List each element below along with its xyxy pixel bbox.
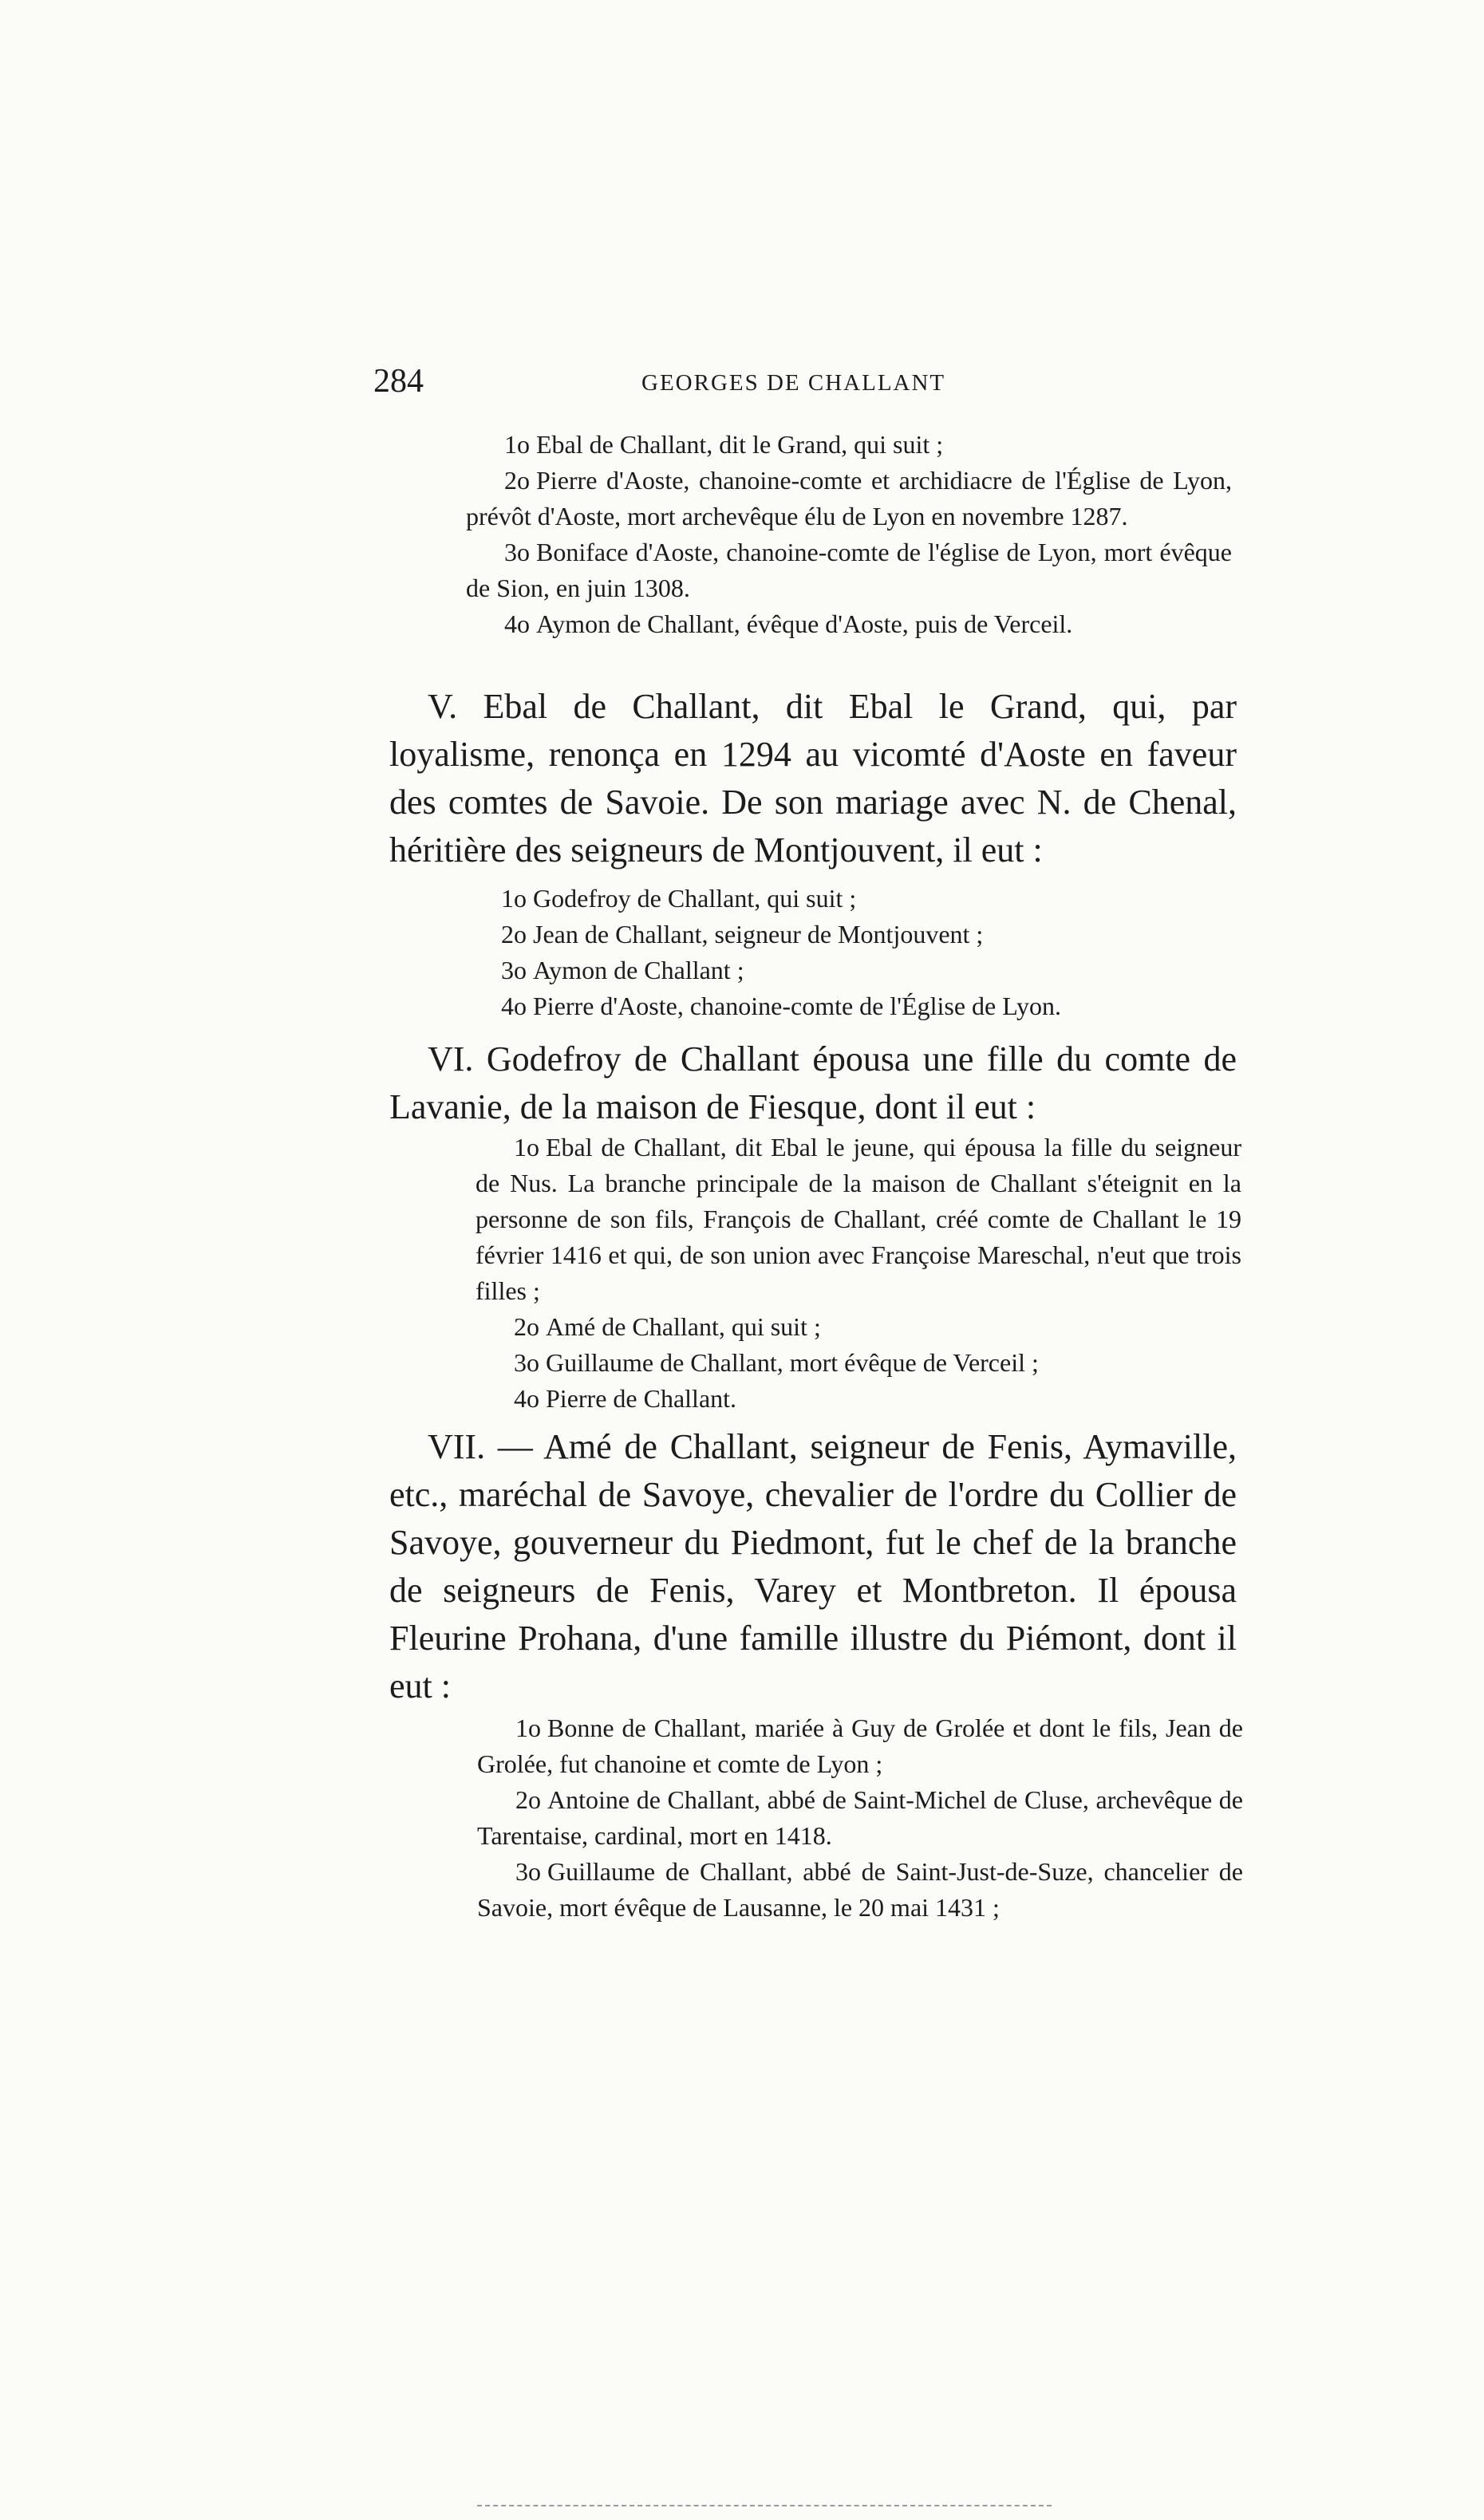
section-v: V. Ebal de Challant, dit Ebal le Grand, qui, par loyalisme, renonça en 1294 au vicomté d'Aoste en faveur des comtes de Savoie. De son mariage avec N. de Chenal, héritière des seigneurs de Montjouvent, il eut :: [389, 687, 1237, 870]
bottom-rule: [477, 2505, 1052, 2506]
list-item: 3o Guillaume de Challant, mort évêque de Verceil ;: [514, 1348, 1039, 1377]
list-b: [501, 881, 1187, 1024]
list-item: 4o Aymon de Challant, évêque d'Aoste, puis de Verceil.: [504, 609, 1073, 638]
list-c: [476, 1130, 1241, 1417]
list-item: 3o Boniface d'Aoste, chanoine-comte de l'église de Lyon, mort évêque de Sion, en juin 1308.: [466, 538, 1232, 602]
list-item: 2o Pierre d'Aoste, chanoine-comte et archidiacre de l'Église de Lyon, prévôt d'Aoste, mort archevêque élu de Lyon en novembre 1287.: [466, 466, 1232, 530]
list-item: 1o Godefroy de Challant, qui suit ;: [501, 884, 857, 913]
list-item: 2o Antoine de Challant, abbé de Saint-Michel de Cluse, archevêque de Tarentaise, cardinal, mort en 1418.: [477, 1785, 1243, 1850]
page-header: [373, 356, 1235, 408]
list-item: 3o Aymon de Challant ;: [501, 956, 744, 984]
list-item: 4o Pierre de Challant.: [514, 1384, 737, 1413]
section-vii: VII. — Amé de Challant, seigneur de Fenis, Aymaville, etc., maréchal de Savoye, chevalier de l'ordre du Collier de Savoye, gouverneur du Piedmont, fut le chef de la branche de seigneurs de Fenis, Varey et Montbreton. Il épousa Fleurine Prohana, d'une famille illustre du Piémont, dont il eut :: [389, 1427, 1237, 1706]
page-number: 284: [373, 363, 424, 400]
list-item: 1o Ebal de Challant, dit Ebal le jeune, qui épousa la fille du seigneur de Nus. La branche principale de la maison de Challant s'éteignit en la personne de son fils, François de Challant, créé comte de Challant le 19 février 1416 et qui, de son union avec Françoise Mareschal, n'eut que trois filles ;: [476, 1133, 1241, 1305]
list-d: [477, 1710, 1243, 1926]
list-item: 1o Ebal de Challant, dit le Grand, qui suit ;: [504, 430, 944, 459]
list-item: 2o Amé de Challant, qui suit ;: [514, 1312, 821, 1341]
list-item: 4o Pierre d'Aoste, chanoine-comte de l'Église de Lyon.: [501, 992, 1061, 1020]
list-item: 1o Bonne de Challant, mariée à Guy de Grolée et dont le fils, Jean de Grolée, fut chanoine et comte de Lyon ;: [477, 1714, 1243, 1778]
list-item: 3o Guillaume de Challant, abbé de Saint-Just-de-Suze, chancelier de Savoie, mort évêque de Lausanne, le 20 mai 1431 ;: [477, 1857, 1243, 1922]
list-a: [466, 427, 1232, 642]
running-title: GEORGES DE CHALLANT: [641, 370, 946, 396]
list-item: 2o Jean de Challant, seigneur de Montjouvent ;: [501, 920, 984, 948]
section-vi: VI. Godefroy de Challant épousa une fille du comte de Lavanie, de la maison de Fiesque, dont il eut :: [389, 1039, 1237, 1126]
